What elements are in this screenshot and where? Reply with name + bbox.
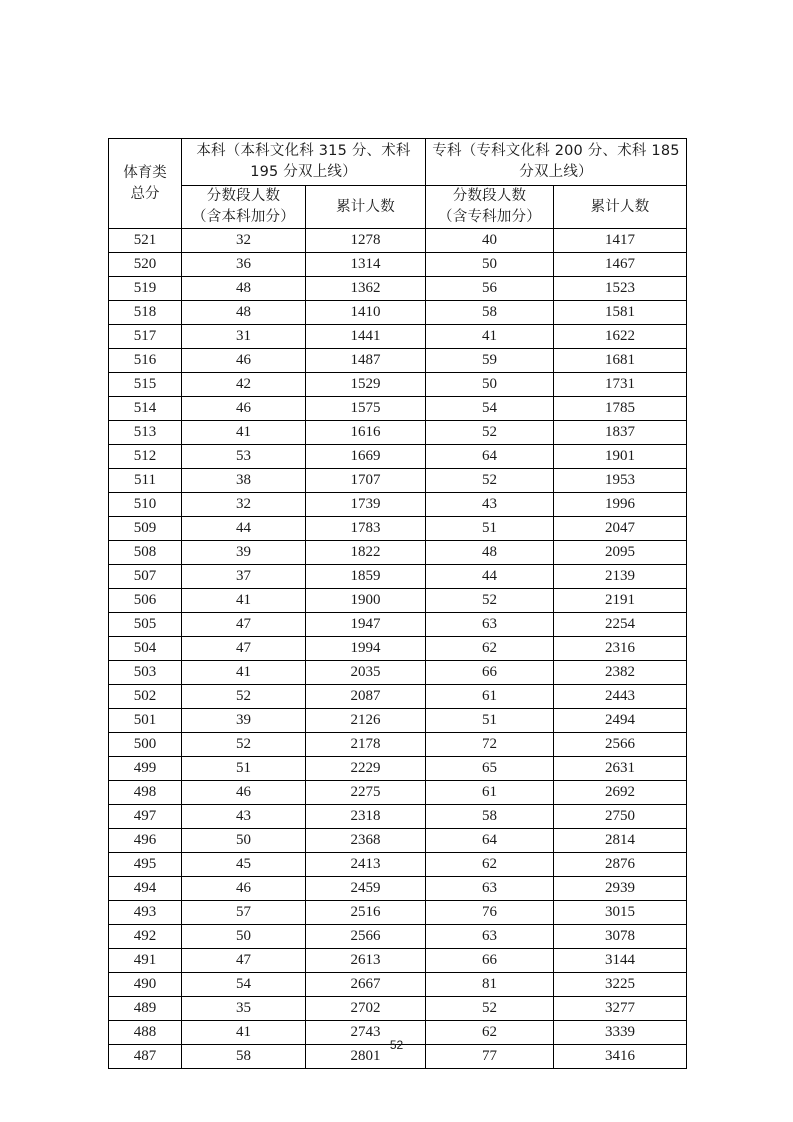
cell-undergraduate-cumulative: 1783: [306, 517, 426, 541]
table-row: [109, 709, 687, 733]
cell-college-cumulative: 1622: [554, 325, 687, 349]
cell-undergraduate-cumulative: 1441: [306, 325, 426, 349]
cell-college-band-count: 52: [426, 469, 554, 493]
table-row: [109, 373, 687, 397]
total-score-label-line2: 总分: [130, 185, 160, 202]
cell-undergraduate-cumulative: 2275: [306, 781, 426, 805]
cell-college-cumulative: 2095: [554, 541, 687, 565]
table-row: [109, 541, 687, 565]
cell-college-cumulative: 3078: [554, 925, 687, 949]
cell-college-band-count: 43: [426, 493, 554, 517]
cell-college-cumulative: 1785: [554, 397, 687, 421]
cell-college-band-count: 50: [426, 253, 554, 277]
page-number: 52: [389, 1038, 404, 1052]
cell-college-band-count: 72: [426, 733, 554, 757]
cell-total-score: 503: [109, 661, 182, 685]
cell-total-score: 516: [109, 349, 182, 373]
cell-undergraduate-cumulative: 1410: [306, 301, 426, 325]
group-header-junior-college: 专科（专科文化科 200 分、术科 185 分双上线）: [426, 139, 687, 186]
cell-total-score: 509: [109, 517, 182, 541]
cell-undergraduate-cumulative: 2368: [306, 829, 426, 853]
cell-undergraduate-cumulative: 2087: [306, 685, 426, 709]
cell-undergraduate-band-count: 35: [182, 997, 306, 1021]
cell-college-cumulative: 1953: [554, 469, 687, 493]
cell-college-band-count: 51: [426, 709, 554, 733]
table-row: [109, 661, 687, 685]
cell-total-score: 517: [109, 325, 182, 349]
table-row: [109, 565, 687, 589]
cell-total-score: 497: [109, 805, 182, 829]
cell-total-score: 510: [109, 493, 182, 517]
cell-college-band-count: 51: [426, 517, 554, 541]
table-row: [109, 613, 687, 637]
cell-college-band-count: 58: [426, 805, 554, 829]
cell-undergraduate-band-count: 37: [182, 565, 306, 589]
cell-total-score: 501: [109, 709, 182, 733]
table-row: [109, 949, 687, 973]
cell-college-cumulative: 2139: [554, 565, 687, 589]
cell-college-band-count: 62: [426, 1021, 554, 1045]
cell-college-band-count: 40: [426, 229, 554, 253]
table-row: [109, 925, 687, 949]
cell-total-score: 493: [109, 901, 182, 925]
total-score-label-line1: 体育类: [123, 164, 167, 181]
cell-undergraduate-cumulative: 2801: [306, 1045, 426, 1069]
cell-college-cumulative: 3277: [554, 997, 687, 1021]
cell-undergraduate-band-count: 39: [182, 541, 306, 565]
cell-undergraduate-cumulative: 1575: [306, 397, 426, 421]
cell-total-score: 496: [109, 829, 182, 853]
cell-college-cumulative: 2316: [554, 637, 687, 661]
table-header: [109, 139, 687, 229]
cell-undergraduate-cumulative: 1487: [306, 349, 426, 373]
cell-undergraduate-band-count: 41: [182, 421, 306, 445]
table-row: [109, 589, 687, 613]
cell-college-cumulative: 2443: [554, 685, 687, 709]
cell-undergraduate-cumulative: 1314: [306, 253, 426, 277]
table-row: [109, 829, 687, 853]
table-header-row-sub: [109, 186, 687, 229]
cell-college-band-count: 44: [426, 565, 554, 589]
column-header-college-band-count: [426, 186, 554, 229]
table-row: [109, 277, 687, 301]
cell-total-score: 505: [109, 613, 182, 637]
cell-total-score: 488: [109, 1021, 182, 1045]
cell-college-cumulative: 2254: [554, 613, 687, 637]
cell-total-score: 490: [109, 973, 182, 997]
cell-college-cumulative: 3144: [554, 949, 687, 973]
cell-total-score: 513: [109, 421, 182, 445]
cell-college-band-count: 77: [426, 1045, 554, 1069]
cell-undergraduate-cumulative: 2126: [306, 709, 426, 733]
cell-college-band-count: 56: [426, 277, 554, 301]
cell-college-band-count: 61: [426, 685, 554, 709]
cell-total-score: 504: [109, 637, 182, 661]
table-row: [109, 397, 687, 421]
cell-total-score: 508: [109, 541, 182, 565]
table-body: [109, 229, 687, 1069]
cell-college-band-count: 81: [426, 973, 554, 997]
cell-undergraduate-band-count: 50: [182, 829, 306, 853]
cell-college-cumulative: 3225: [554, 973, 687, 997]
cell-undergraduate-band-count: 58: [182, 1045, 306, 1069]
cell-undergraduate-band-count: 45: [182, 853, 306, 877]
table-row: [109, 349, 687, 373]
cell-college-band-count: 50: [426, 373, 554, 397]
cell-college-band-count: 54: [426, 397, 554, 421]
cell-undergraduate-cumulative: 1362: [306, 277, 426, 301]
cell-undergraduate-band-count: 42: [182, 373, 306, 397]
cell-total-score: 514: [109, 397, 182, 421]
cell-college-band-count: 63: [426, 613, 554, 637]
cell-total-score: 507: [109, 565, 182, 589]
cell-college-cumulative: 1731: [554, 373, 687, 397]
cell-total-score: 518: [109, 301, 182, 325]
cell-college-cumulative: 3339: [554, 1021, 687, 1045]
cell-undergraduate-cumulative: 2459: [306, 877, 426, 901]
score-distribution-table-container: [108, 138, 686, 1069]
cell-undergraduate-band-count: 32: [182, 493, 306, 517]
cell-undergraduate-cumulative: 2566: [306, 925, 426, 949]
cell-undergraduate-cumulative: 1994: [306, 637, 426, 661]
cell-undergraduate-band-count: 48: [182, 277, 306, 301]
cell-undergraduate-cumulative: 2743: [306, 1021, 426, 1045]
cell-college-cumulative: 2692: [554, 781, 687, 805]
cell-college-band-count: 59: [426, 349, 554, 373]
cell-undergraduate-cumulative: 1707: [306, 469, 426, 493]
cell-undergraduate-cumulative: 1669: [306, 445, 426, 469]
group-header-undergraduate: 本科（本科文化科 315 分、术科 195 分双上线）: [182, 139, 426, 186]
college-band-count-line1: 分数段人数: [452, 188, 527, 204]
college-cumulative-line1: 累计人数: [590, 198, 650, 215]
cell-college-band-count: 41: [426, 325, 554, 349]
cell-college-band-count: 62: [426, 637, 554, 661]
cell-undergraduate-band-count: 53: [182, 445, 306, 469]
cell-total-score: 499: [109, 757, 182, 781]
cell-college-band-count: 48: [426, 541, 554, 565]
score-distribution-table: [108, 138, 687, 1069]
cell-college-cumulative: 2750: [554, 805, 687, 829]
cell-college-cumulative: 2191: [554, 589, 687, 613]
cell-college-band-count: 52: [426, 589, 554, 613]
undergraduate-band-count-line1: 分数段人数: [206, 188, 281, 204]
cell-undergraduate-band-count: 43: [182, 805, 306, 829]
cell-total-score: 521: [109, 229, 182, 253]
cell-college-band-count: 52: [426, 421, 554, 445]
table-row: [109, 805, 687, 829]
table-row: [109, 517, 687, 541]
cell-total-score: 515: [109, 373, 182, 397]
cell-college-band-count: 65: [426, 757, 554, 781]
cell-college-cumulative: 1681: [554, 349, 687, 373]
cell-undergraduate-band-count: 46: [182, 349, 306, 373]
table-row: [109, 493, 687, 517]
table-row: [109, 853, 687, 877]
cell-undergraduate-band-count: 52: [182, 685, 306, 709]
cell-college-band-count: 63: [426, 925, 554, 949]
cell-college-band-count: 66: [426, 661, 554, 685]
cell-college-cumulative: 2631: [554, 757, 687, 781]
table-row: [109, 757, 687, 781]
cell-undergraduate-cumulative: 1278: [306, 229, 426, 253]
table-row: [109, 637, 687, 661]
cell-total-score: 487: [109, 1045, 182, 1069]
cell-total-score: 519: [109, 277, 182, 301]
cell-undergraduate-band-count: 48: [182, 301, 306, 325]
cell-college-band-count: 63: [426, 877, 554, 901]
table-row: [109, 901, 687, 925]
cell-college-cumulative: 2814: [554, 829, 687, 853]
cell-total-score: 520: [109, 253, 182, 277]
cell-undergraduate-cumulative: 2178: [306, 733, 426, 757]
cell-total-score: 494: [109, 877, 182, 901]
cell-undergraduate-cumulative: 2318: [306, 805, 426, 829]
cell-college-band-count: 64: [426, 829, 554, 853]
table-row: [109, 997, 687, 1021]
cell-undergraduate-cumulative: 2413: [306, 853, 426, 877]
cell-total-score: 502: [109, 685, 182, 709]
table-row: [109, 325, 687, 349]
table-row: [109, 877, 687, 901]
cell-total-score: 492: [109, 925, 182, 949]
cell-college-cumulative: 1523: [554, 277, 687, 301]
cell-undergraduate-band-count: 57: [182, 901, 306, 925]
cell-undergraduate-band-count: 41: [182, 1021, 306, 1045]
table-row: [109, 733, 687, 757]
cell-total-score: 491: [109, 949, 182, 973]
cell-undergraduate-band-count: 47: [182, 949, 306, 973]
cell-college-cumulative: 1417: [554, 229, 687, 253]
cell-undergraduate-cumulative: 1947: [306, 613, 426, 637]
column-header-undergraduate-cumulative: [306, 186, 426, 229]
cell-college-cumulative: 1581: [554, 301, 687, 325]
cell-college-cumulative: 2566: [554, 733, 687, 757]
cell-undergraduate-band-count: 41: [182, 589, 306, 613]
cell-undergraduate-cumulative: 2035: [306, 661, 426, 685]
cell-undergraduate-cumulative: 1529: [306, 373, 426, 397]
cell-undergraduate-cumulative: 1739: [306, 493, 426, 517]
cell-college-cumulative: 3015: [554, 901, 687, 925]
undergraduate-cumulative-line1: 累计人数: [336, 198, 395, 215]
column-header-undergraduate-band-count: [182, 186, 306, 229]
cell-undergraduate-cumulative: 2702: [306, 997, 426, 1021]
cell-undergraduate-band-count: 52: [182, 733, 306, 757]
cell-undergraduate-cumulative: 1822: [306, 541, 426, 565]
cell-undergraduate-band-count: 46: [182, 397, 306, 421]
cell-undergraduate-band-count: 47: [182, 637, 306, 661]
cell-undergraduate-band-count: 38: [182, 469, 306, 493]
cell-undergraduate-band-count: 46: [182, 781, 306, 805]
table-row: [109, 469, 687, 493]
cell-total-score: 495: [109, 853, 182, 877]
cell-undergraduate-band-count: 36: [182, 253, 306, 277]
cell-college-cumulative: 1901: [554, 445, 687, 469]
column-header-college-cumulative: [554, 186, 687, 229]
cell-total-score: 506: [109, 589, 182, 613]
table-row: [109, 445, 687, 469]
cell-total-score: 500: [109, 733, 182, 757]
cell-undergraduate-cumulative: 2667: [306, 973, 426, 997]
cell-college-band-count: 64: [426, 445, 554, 469]
cell-undergraduate-band-count: 46: [182, 877, 306, 901]
table-row: [109, 685, 687, 709]
cell-college-cumulative: 2939: [554, 877, 687, 901]
cell-undergraduate-band-count: 50: [182, 925, 306, 949]
cell-college-cumulative: 1467: [554, 253, 687, 277]
table-row: [109, 229, 687, 253]
cell-college-cumulative: 3416: [554, 1045, 687, 1069]
cell-undergraduate-cumulative: 2613: [306, 949, 426, 973]
cell-undergraduate-cumulative: 2516: [306, 901, 426, 925]
cell-undergraduate-band-count: 39: [182, 709, 306, 733]
cell-undergraduate-band-count: 41: [182, 661, 306, 685]
cell-college-cumulative: 2047: [554, 517, 687, 541]
table-row: [109, 781, 687, 805]
cell-college-band-count: 61: [426, 781, 554, 805]
cell-undergraduate-band-count: 54: [182, 973, 306, 997]
cell-total-score: 489: [109, 997, 182, 1021]
cell-undergraduate-band-count: 44: [182, 517, 306, 541]
cell-undergraduate-cumulative: 1900: [306, 589, 426, 613]
cell-undergraduate-band-count: 31: [182, 325, 306, 349]
cell-college-cumulative: 1996: [554, 493, 687, 517]
cell-college-band-count: 58: [426, 301, 554, 325]
table-header-row-group: [109, 139, 687, 186]
table-row: [109, 253, 687, 277]
college-band-count-line2: （含专科加分）: [438, 209, 541, 225]
cell-college-cumulative: 2876: [554, 853, 687, 877]
table-row: [109, 301, 687, 325]
column-header-total-score: [109, 139, 182, 229]
cell-undergraduate-cumulative: 2229: [306, 757, 426, 781]
cell-college-cumulative: 1837: [554, 421, 687, 445]
cell-undergraduate-band-count: 47: [182, 613, 306, 637]
table-row: [109, 973, 687, 997]
cell-college-cumulative: 2494: [554, 709, 687, 733]
cell-college-band-count: 62: [426, 853, 554, 877]
cell-college-band-count: 76: [426, 901, 554, 925]
table-row: [109, 421, 687, 445]
cell-total-score: 498: [109, 781, 182, 805]
cell-total-score: 512: [109, 445, 182, 469]
cell-college-cumulative: 2382: [554, 661, 687, 685]
cell-college-band-count: 52: [426, 997, 554, 1021]
cell-total-score: 511: [109, 469, 182, 493]
cell-undergraduate-cumulative: 1859: [306, 565, 426, 589]
cell-college-band-count: 66: [426, 949, 554, 973]
cell-undergraduate-cumulative: 1616: [306, 421, 426, 445]
cell-undergraduate-band-count: 32: [182, 229, 306, 253]
cell-undergraduate-band-count: 51: [182, 757, 306, 781]
undergraduate-band-count-line2: （含本科加分）: [192, 209, 295, 225]
